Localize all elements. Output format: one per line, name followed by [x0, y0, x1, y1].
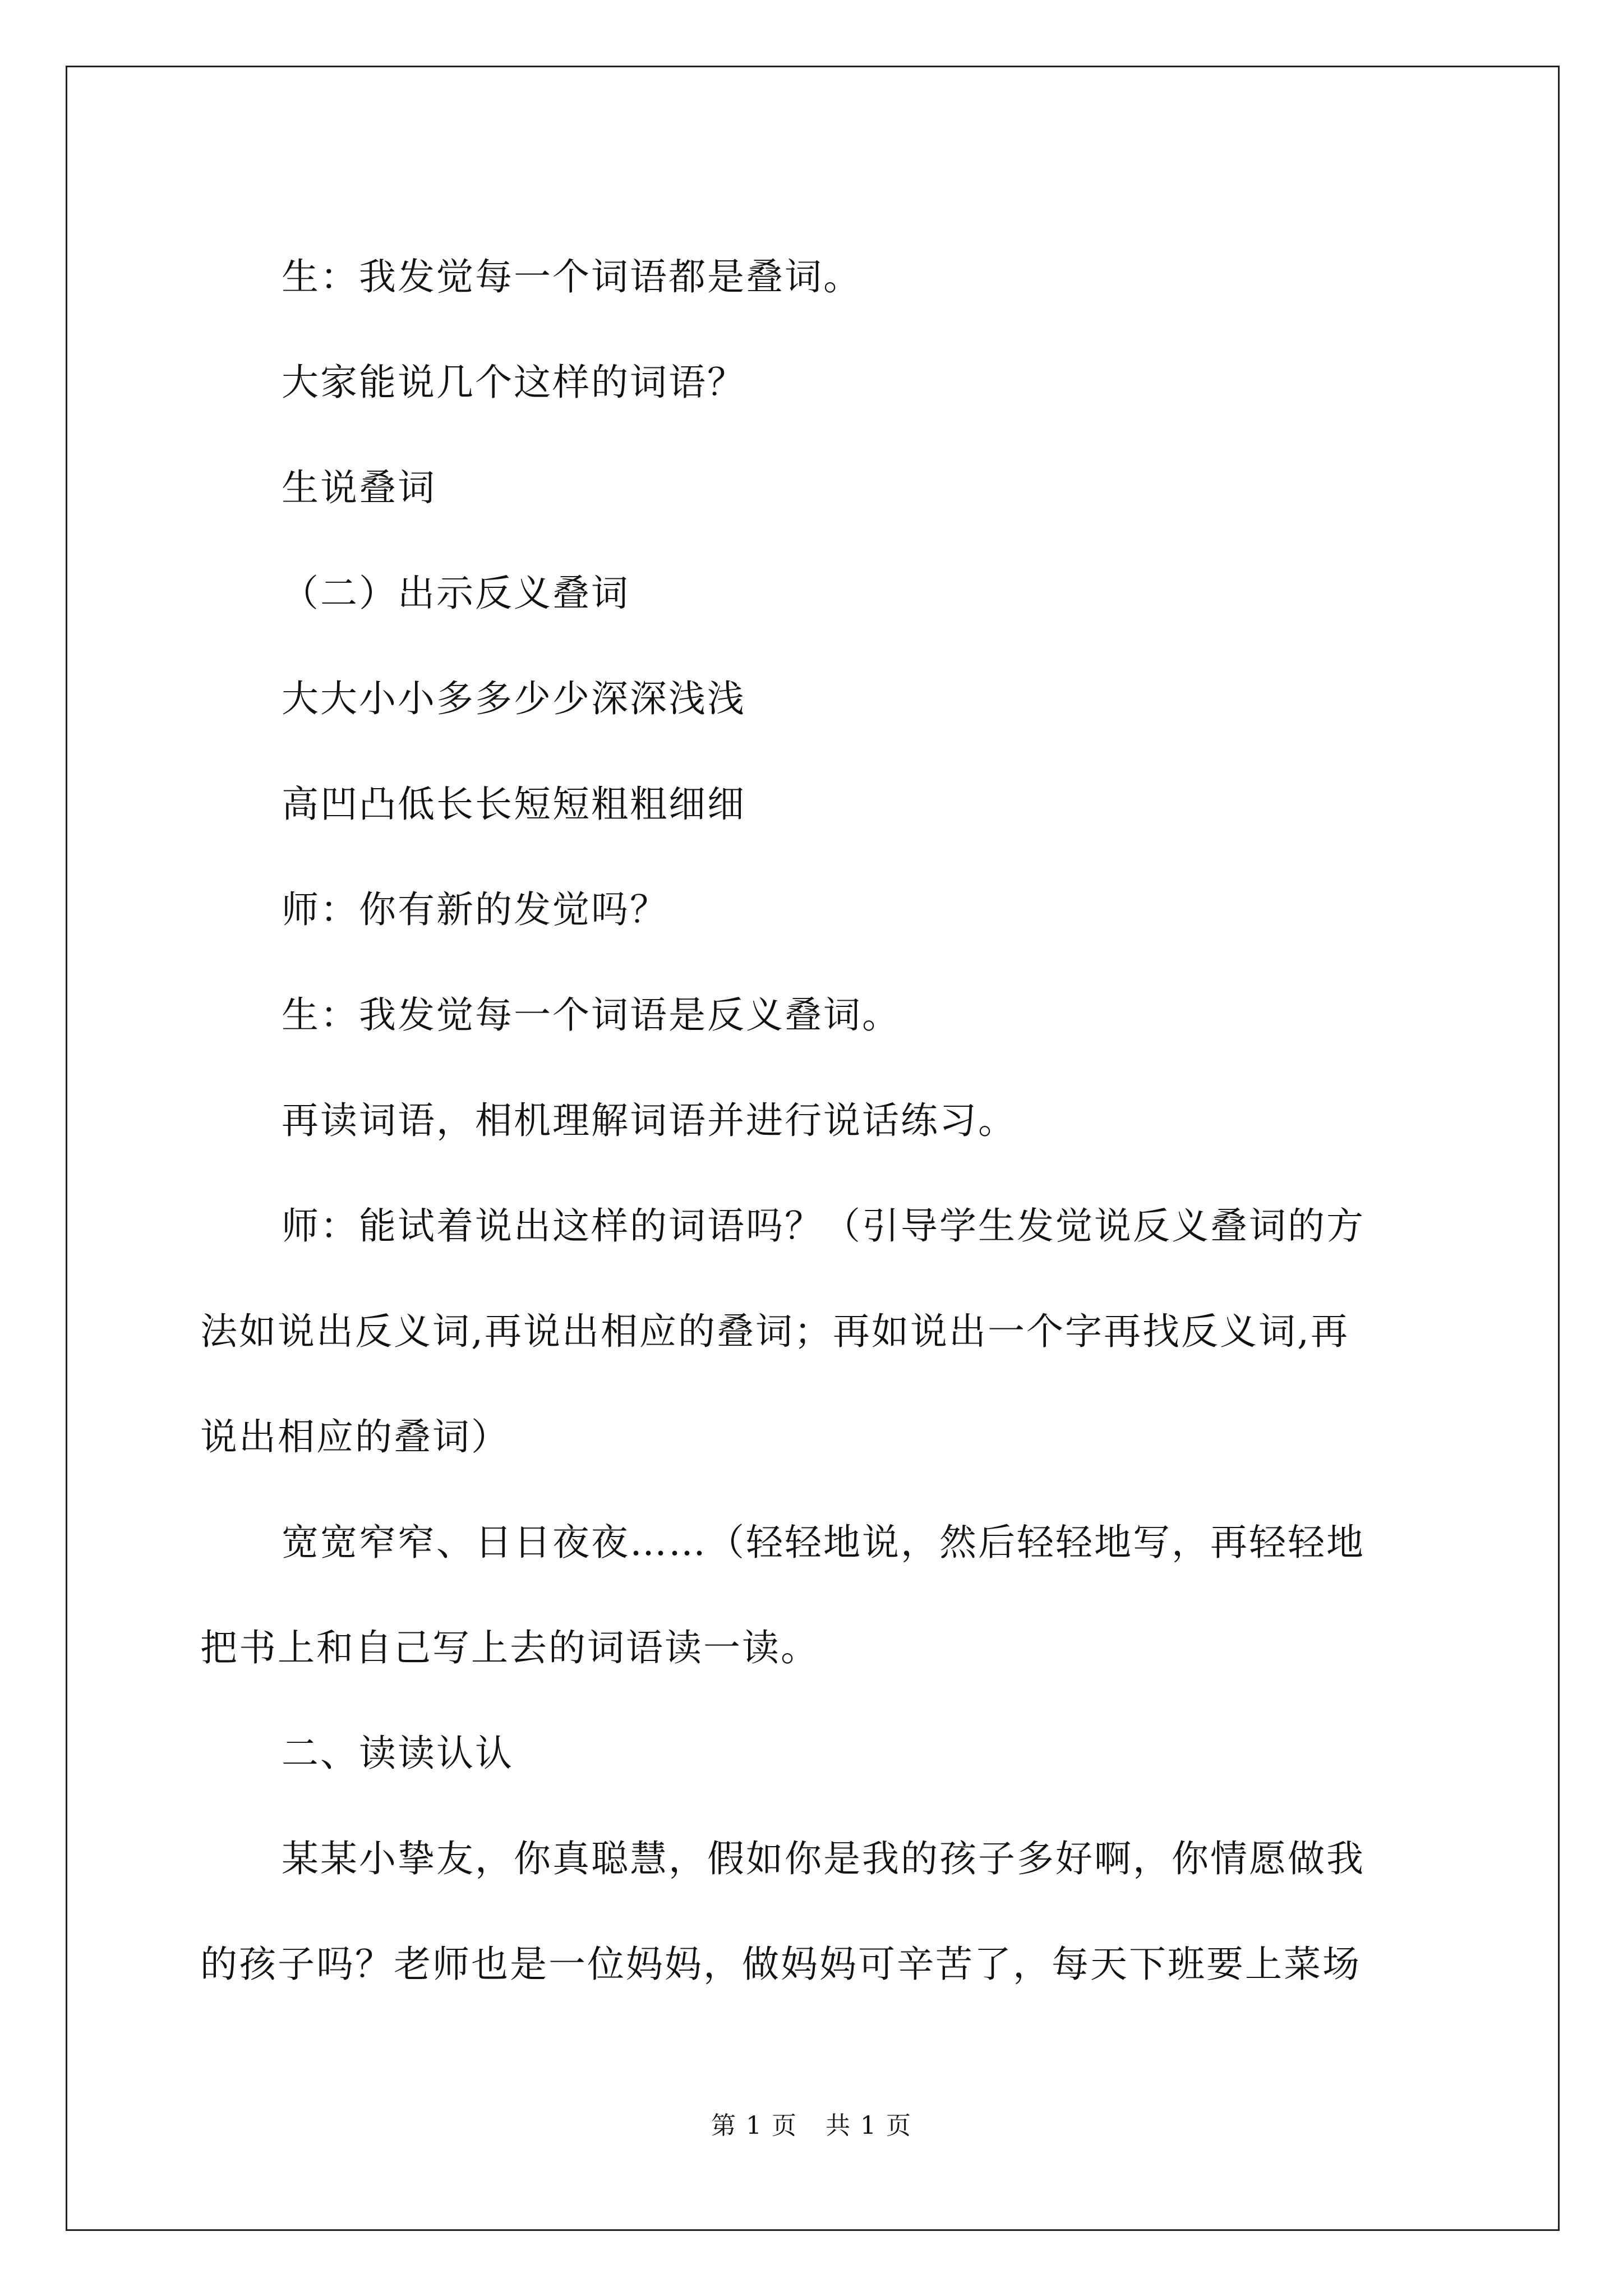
paragraph — [200, 330, 1428, 435]
page-number: 第 1 页 — [711, 2111, 797, 2140]
paragraph — [200, 1490, 1428, 1701]
text-line: 生：我发觉每一个词语都是叠词。 — [282, 255, 862, 298]
text-line: （二）出示反义叠词 — [282, 572, 630, 615]
paragraph — [200, 857, 1428, 963]
text-line: 大家能说几个这样的词语？ — [282, 361, 746, 404]
paragraph — [200, 224, 1428, 330]
paragraph — [200, 435, 1428, 541]
text-line: 某某小挚友，你真聪慧，假如你是我的孩子多好啊，你情愿做我 — [282, 1837, 1365, 1880]
text-line: 高凹凸低长长短短粗粗细细 — [282, 783, 746, 826]
page-footer — [0, 2109, 1623, 2143]
text-line: 生说叠词 — [282, 466, 436, 509]
paragraph — [200, 1174, 1428, 1490]
text-line: 说出相应的叠词） — [200, 1415, 510, 1458]
text-line: 二、读读认认 — [282, 1732, 514, 1775]
text-line: 再读词语，相机理解词语并进行说话练习。 — [282, 1099, 1017, 1142]
text-line: 的孩子吗？老师也是一位妈妈，做妈妈可辛苦了，每天下班要上菜场 — [200, 1943, 1361, 1986]
paragraph — [200, 1806, 1428, 2017]
page-total: 共 1 页 — [826, 2111, 912, 2140]
text-line: 生：我发觉每一个词语是反义叠词。 — [282, 993, 901, 1037]
text-line: 师：能试着说出这样的词语吗？（引导学生发觉说反义叠词的方 — [282, 1204, 1365, 1248]
text-line: 法如说出反义词,再说出相应的叠词；再如说出一个字再找反义词,再 — [200, 1310, 1349, 1353]
paragraph — [200, 646, 1428, 752]
section-heading — [200, 541, 1428, 646]
text-line: 把书上和自己写上去的词语读一读。 — [200, 1626, 819, 1669]
text-line: 大大小小多多少少深深浅浅 — [282, 677, 746, 720]
paragraph — [200, 752, 1428, 857]
section-heading — [200, 1701, 1428, 1806]
text-line: 宽宽窄窄、日日夜夜……（轻轻地说，然后轻轻地写，再轻轻地 — [282, 1521, 1365, 1564]
paragraph — [200, 1068, 1428, 1174]
document-body — [200, 224, 1428, 2017]
paragraph — [200, 963, 1428, 1068]
text-line: 师：你有新的发觉吗？ — [282, 888, 668, 931]
